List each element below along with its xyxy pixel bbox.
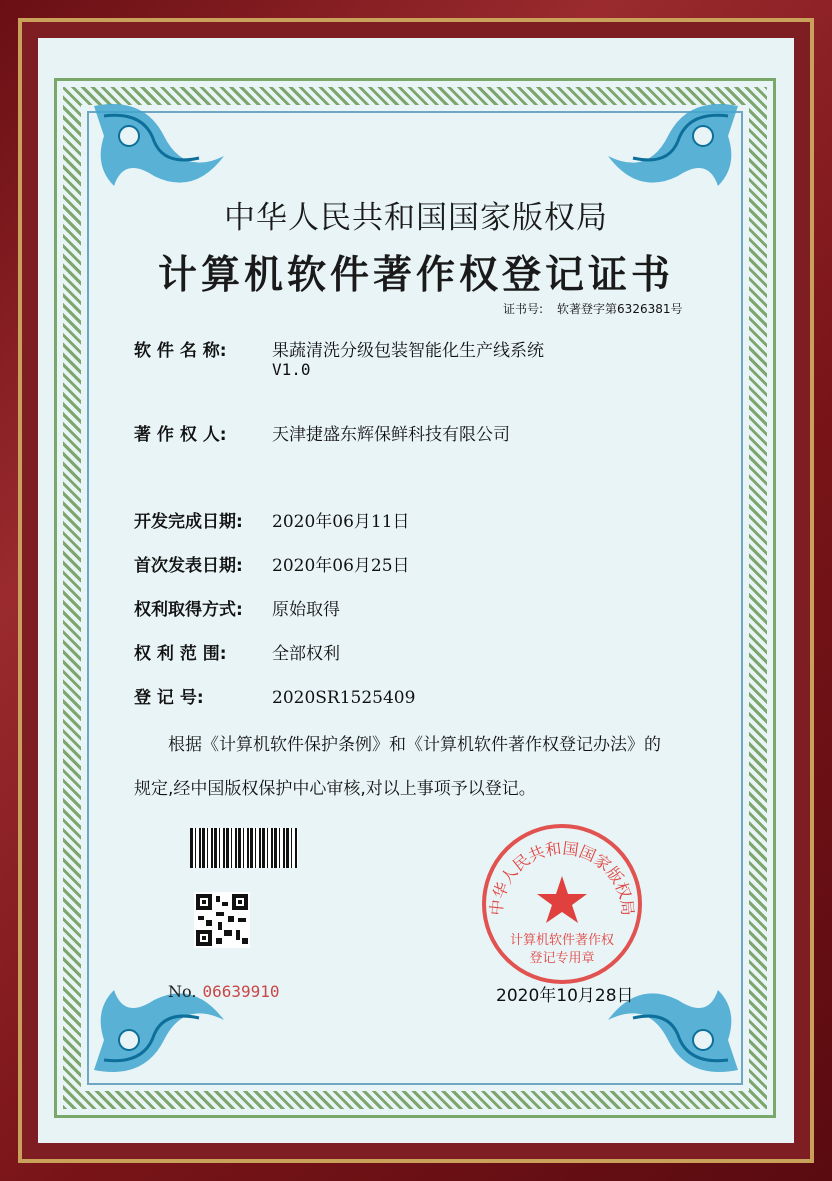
field-value: 果蔬清洗分级包装智能化生产线系统 [272, 341, 544, 361]
seal-star-icon [537, 876, 587, 923]
barcode-icon [190, 828, 298, 868]
field-rights-scope [134, 639, 340, 664]
serial-prefix: No. [168, 982, 197, 1001]
serial-number [168, 982, 280, 1001]
field-acquisition-method [134, 595, 340, 620]
field-copyright-owner [134, 420, 510, 445]
software-version: V1.0 [272, 360, 311, 379]
field-label: 著 作 权 人: [134, 425, 227, 445]
field-development-date [134, 507, 410, 532]
qr-code-icon [194, 892, 250, 948]
field-value: 原始取得 [272, 600, 340, 620]
field-label: 登 记 号: [134, 688, 204, 708]
field-label: 权利取得方式: [134, 600, 243, 620]
seal-line-2: 登记专用章 [529, 951, 595, 966]
seal-arc-text: 中华人民共和国国家版权局 [486, 838, 638, 917]
field-software-name [134, 336, 544, 361]
certificate-title: 计算机软件著作权登记证书 [157, 253, 674, 298]
field-value: 2020年06月25日 [272, 556, 410, 576]
field-label: 开发完成日期: [134, 512, 243, 532]
field-value: 2020年06月11日 [272, 512, 410, 532]
issue-date: 2020年10月28日 [496, 986, 634, 1006]
field-value: 2020SR1525409 [272, 688, 416, 708]
serial-value: 06639910 [202, 982, 280, 1001]
corner-ornament-top-left-icon [84, 96, 234, 206]
certificate-number [503, 300, 683, 317]
statement-line-2: 规定,经中国版权保护中心审核,对以上事项予以登记。 [134, 779, 536, 799]
official-seal [480, 822, 644, 986]
certificate-number-value: 软著登字第6326381号 [557, 302, 683, 316]
statement-line-1: 根据《计算机软件保护条例》和《计算机软件著作权登记办法》的 [168, 735, 661, 755]
seal-line-1: 计算机软件著作权 [509, 933, 615, 948]
field-first-publication-date [134, 551, 410, 576]
field-label: 权 利 范 围: [134, 644, 227, 664]
corner-ornament-top-right-icon [598, 96, 748, 206]
field-label: 首次发表日期: [134, 556, 243, 576]
field-label: 软 件 名 称: [134, 341, 227, 361]
field-registration-number [134, 683, 415, 708]
issuing-authority: 中华人民共和国国家版权局 [224, 200, 608, 236]
field-value: 全部权利 [272, 644, 340, 664]
certificate-number-label: 证书号: [503, 302, 544, 316]
field-value: 天津捷盛东辉保鲜科技有限公司 [272, 425, 510, 445]
